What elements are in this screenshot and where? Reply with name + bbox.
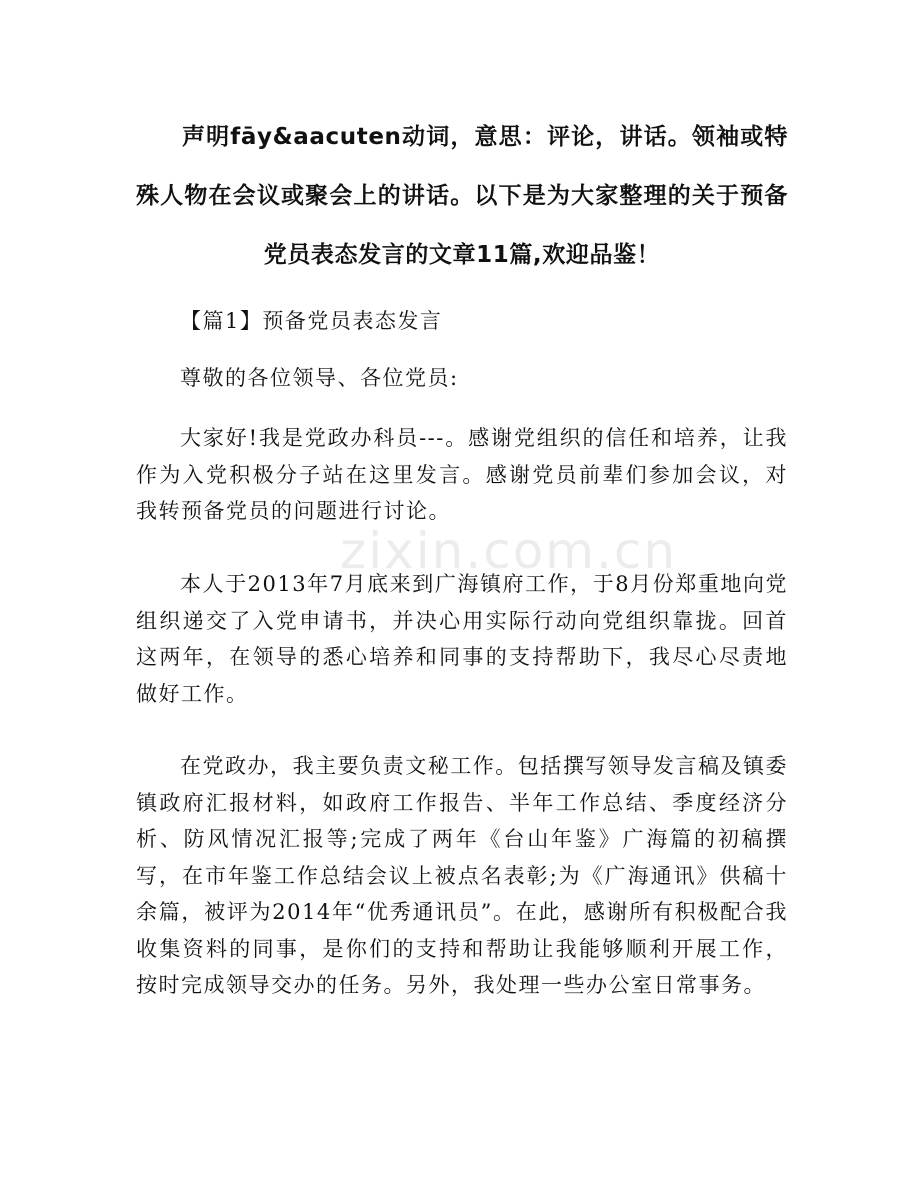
body-paragraph-1: 大家好!我是党政办科员---。感谢党组织的信任和培养，让我作为入党积极分子站在这里发言。感谢党员前辈们参加会议，对我转预备党员的问题进行讨论。 xyxy=(136,426,788,523)
watermark: zixin.com.cn xyxy=(340,522,678,580)
intro-paragraph: 声明fāy&aacuten动词，意思：评论，讲话。领袖或特殊人物在会议或聚会上的讲话。以下是为大家整理的关于预备党员表态发言的文章11篇,欢迎品鉴！ xyxy=(136,124,788,268)
body-paragraph-3: 在党政办，我主要负责文秘工作。包括撰写领导发言稿及镇委镇政府汇报材料，如政府工作报告、半年工作总结、季度经济分析、防风情况汇报等;完成了两年《台山年鉴》广海篇的初稿撰写，在市年鉴工作总结会议上被点名表彰;为《广海通讯》供稿十余篇，被评为2014年“优秀通讯员”。在此，感谢所有积极配合我收集资料的同事，是你们的支持和帮助让我能够顺利开展工作，按时完成领导交办的任务。另外，我处理一些办公室日常事务。 xyxy=(136,754,788,997)
article-heading: 【篇1】预备党员表态发言 xyxy=(180,309,443,333)
body-paragraph-2: 本人于2013年7月底来到广海镇府工作，于8月份郑重地向党组织递交了入党申请书，并决心用实际行动向党组织靠拢。回首这两年，在领导的悉心培养和同事的支持帮助下，我尽心尽责地做好工作。 xyxy=(136,572,788,706)
greeting-line: 尊敬的各位领导、各位党员: xyxy=(180,366,459,390)
